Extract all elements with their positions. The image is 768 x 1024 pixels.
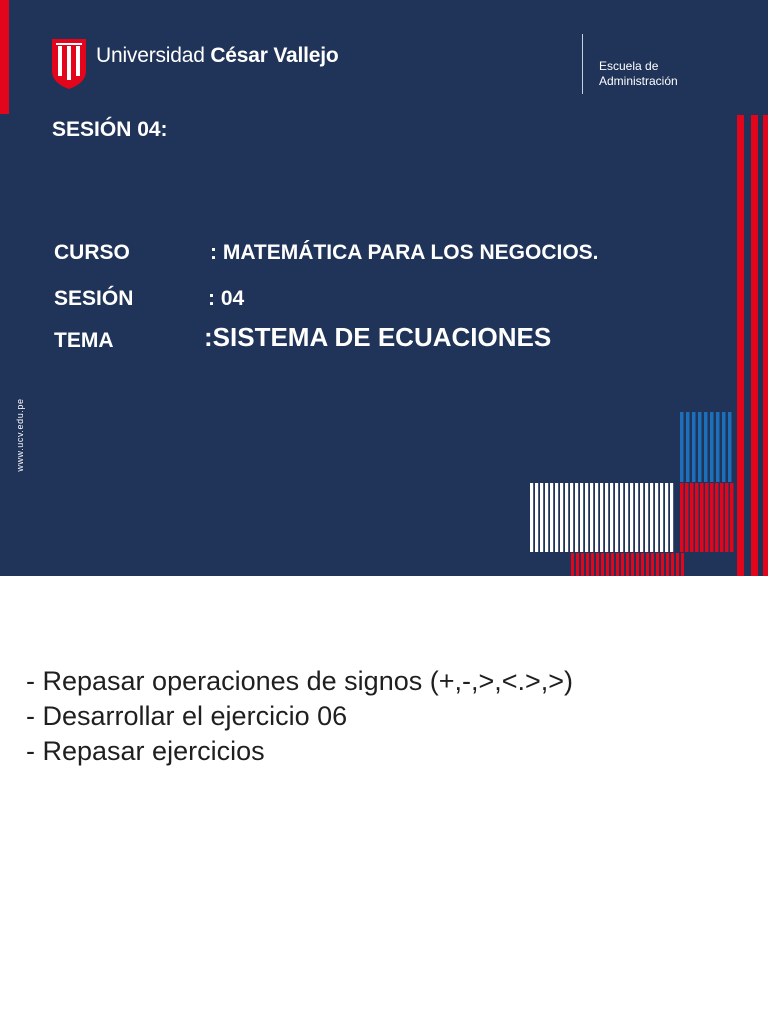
session-value: : 04 <box>208 287 245 310</box>
notes-item: - Repasar operaciones de signos (+,-,>,<.>,>) <box>26 666 574 696</box>
notes-list <box>26 664 573 769</box>
notes-item: - Repasar ejercicios <box>26 736 265 766</box>
topic-label: TEMA <box>54 329 114 352</box>
brand-regular-text: Universidad <box>96 44 211 67</box>
course-value: : MATEMÁTICA PARA LOS NEGOCIOS. <box>210 241 599 264</box>
session-label: SESIÓN <box>54 287 134 310</box>
brand-bold-text: César Vallejo <box>210 44 339 67</box>
website-vertical-text: www.ucv.edu.pe <box>15 398 25 472</box>
course-label: CURSO <box>54 241 130 264</box>
topic-value: :SISTEMA DE ECUACIONES <box>204 322 552 352</box>
notes-item: - Desarrollar el ejercicio 06 <box>26 701 348 731</box>
session-title: SESIÓN 04: <box>52 118 168 141</box>
school-line-1: Escuela de <box>599 59 659 73</box>
school-line-2: Administración <box>599 74 678 88</box>
